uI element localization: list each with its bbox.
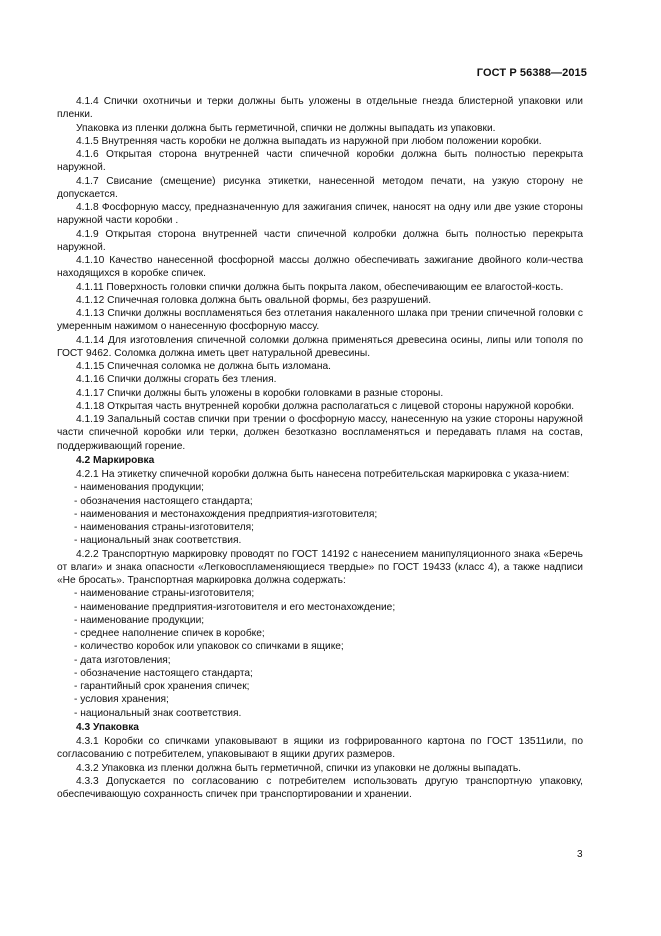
paragraph: 4.1.19 Запальный состав спички при трении о фосфорную массу, нанесенную на узкие стороны наружной части спичечной коробки или терки, должен безотказно воспламеняться и передавать пламя на состав, поддерживающий горение. [57, 414, 583, 452]
list-item: - количество коробок или упаковок со спичками в ящике; [74, 641, 344, 653]
page-number: 3 [577, 849, 583, 860]
paragraph: 4.2.1 На этикетку спичечной коробки должна быть нанесена потребительская маркировка с указа-нием: [76, 469, 570, 480]
list-item: - наименования продукции; [74, 482, 204, 494]
list-item: - обозначение настоящего стандарта; [74, 667, 253, 679]
paragraph: Упаковка из пленки должна быть герметичной, спички не должны выпадать из упаковки. [76, 122, 496, 134]
paragraph: 4.1.11 Поверхность головки спички должна быть покрыта лаком, обеспечивающим ее влагостой-кость. [76, 281, 564, 293]
paragraph: 4.3.1 Коробки со спичками упаковывают в ящики из гофрированного картона по ГОСТ 13511или, по согласованию с потребителем, упаковывают в ящики других размеров. [57, 736, 583, 761]
paragraph: 4.1.6 Открытая сторона внутренней части спичечной коробки должна быть полностью перекрыта наружной. [57, 149, 583, 174]
paragraph: 4.3.2 Упаковка из пленки должна быть герметичной, спички из упаковки не должны выпадать. [76, 762, 521, 774]
list-item: - обозначения настоящего стандарта; [74, 495, 253, 507]
paragraph: 4.1.18 Открытая часть внутренней коробки должна располагаться с лицевой стороны наружной коробки. [76, 400, 575, 412]
paragraph: 4.1.14 Для изготовления спичечной соломки должна применяться древесина осины, липы или тополя по ГОСТ 9462. Соломка должна иметь цвет натуральной древесины. [57, 334, 583, 359]
paragraph: 4.1.17 Спички должны быть уложены в коробки головками в разные стороны. [76, 387, 444, 399]
list-item: - дата изготовления; [74, 654, 171, 666]
paragraph: 4.1.8 Фосфорную массу, предназначенную для зажигания спичек, наносят на одну или две узкие стороны наружной части коробки . [57, 202, 583, 227]
list-item: - наименования и местонахождения предприятия-изготовителя; [74, 508, 378, 520]
list-item: - среднее наполнение спичек в коробке; [74, 628, 265, 639]
paragraph: 4.1.13 Спички должны воспламеняться без отлетания накаленного шлака при трении спичечной головки с умеренным нажимом о нанесенную фосфорную массу. [57, 308, 583, 333]
list-item: - условия хранения; [74, 694, 169, 706]
paragraph: 4.1.12 Спичечная головка должна быть овальной формы, без разрушений. [76, 294, 432, 306]
section-heading: 4.3 Упаковка [76, 721, 139, 733]
paragraph: 4.2.2 Транспортную маркировку проводят по ГОСТ 14192 с нанесением манипуляционного знака «Беречь от влаги» и знака опасности «Легковоспламеняющиеся твердые» по ГОСТ 19433 (класс 4), а также надписи «Не бросать». Транспортная маркировка должна содержать: [57, 548, 583, 586]
list-item: - наименования страны-изготовителя; [74, 522, 255, 533]
list-item: - национальный знак соответствия. [74, 535, 242, 547]
list-item: - наименование страны-изготовителя; [74, 588, 255, 600]
document-body [57, 95, 583, 801]
paragraph: 4.1.16 Спички должны сгорать без тления. [76, 374, 277, 386]
list-item: - гарантийный срок хранения спичек; [74, 681, 250, 692]
paragraph: 4.1.9 Открытая сторона внутренней части спичечной колробки должна быть полностью перекрыта наружной. [57, 228, 583, 253]
paragraph: 4.1.5 Внутренняя часть коробки не должна выпадать из наружной при любом положении коробки. [76, 135, 542, 147]
list-item: - национальный знак соответствия. [74, 707, 242, 719]
list-item: - наименование предприятия-изготовителя и его местонахождение; [74, 601, 396, 613]
paragraph: 4.1.15 Спичечная соломка не должна быть изломана. [76, 361, 331, 372]
list-item: - наименование продукции; [74, 614, 205, 626]
paragraph: 4.3.3 Допускается по согласованию с потребителем использовать другую транспортную упаковку, обеспечивающую сохранность спичек при транспортировании и хранении. [57, 775, 583, 800]
section-heading: 4.2 Маркировка [76, 454, 155, 466]
paragraph: 4.1.10 Качество нанесенной фосфорной массы должно обеспечивать зажигание двойного коли-чества находящихся в коробке спичек. [57, 255, 583, 280]
document-header: ГОСТ Р 56388—2015 [476, 67, 587, 79]
paragraph: 4.1.7 Свисание (смещение) рисунка этикетки, нанесенной методом печати, на узкую сторону не допускается. [57, 175, 583, 200]
paragraph: 4.1.4 Спички охотничьи и терки должны быть уложены в отдельные гнезда блистерной упаковки или пленки. [57, 96, 583, 121]
